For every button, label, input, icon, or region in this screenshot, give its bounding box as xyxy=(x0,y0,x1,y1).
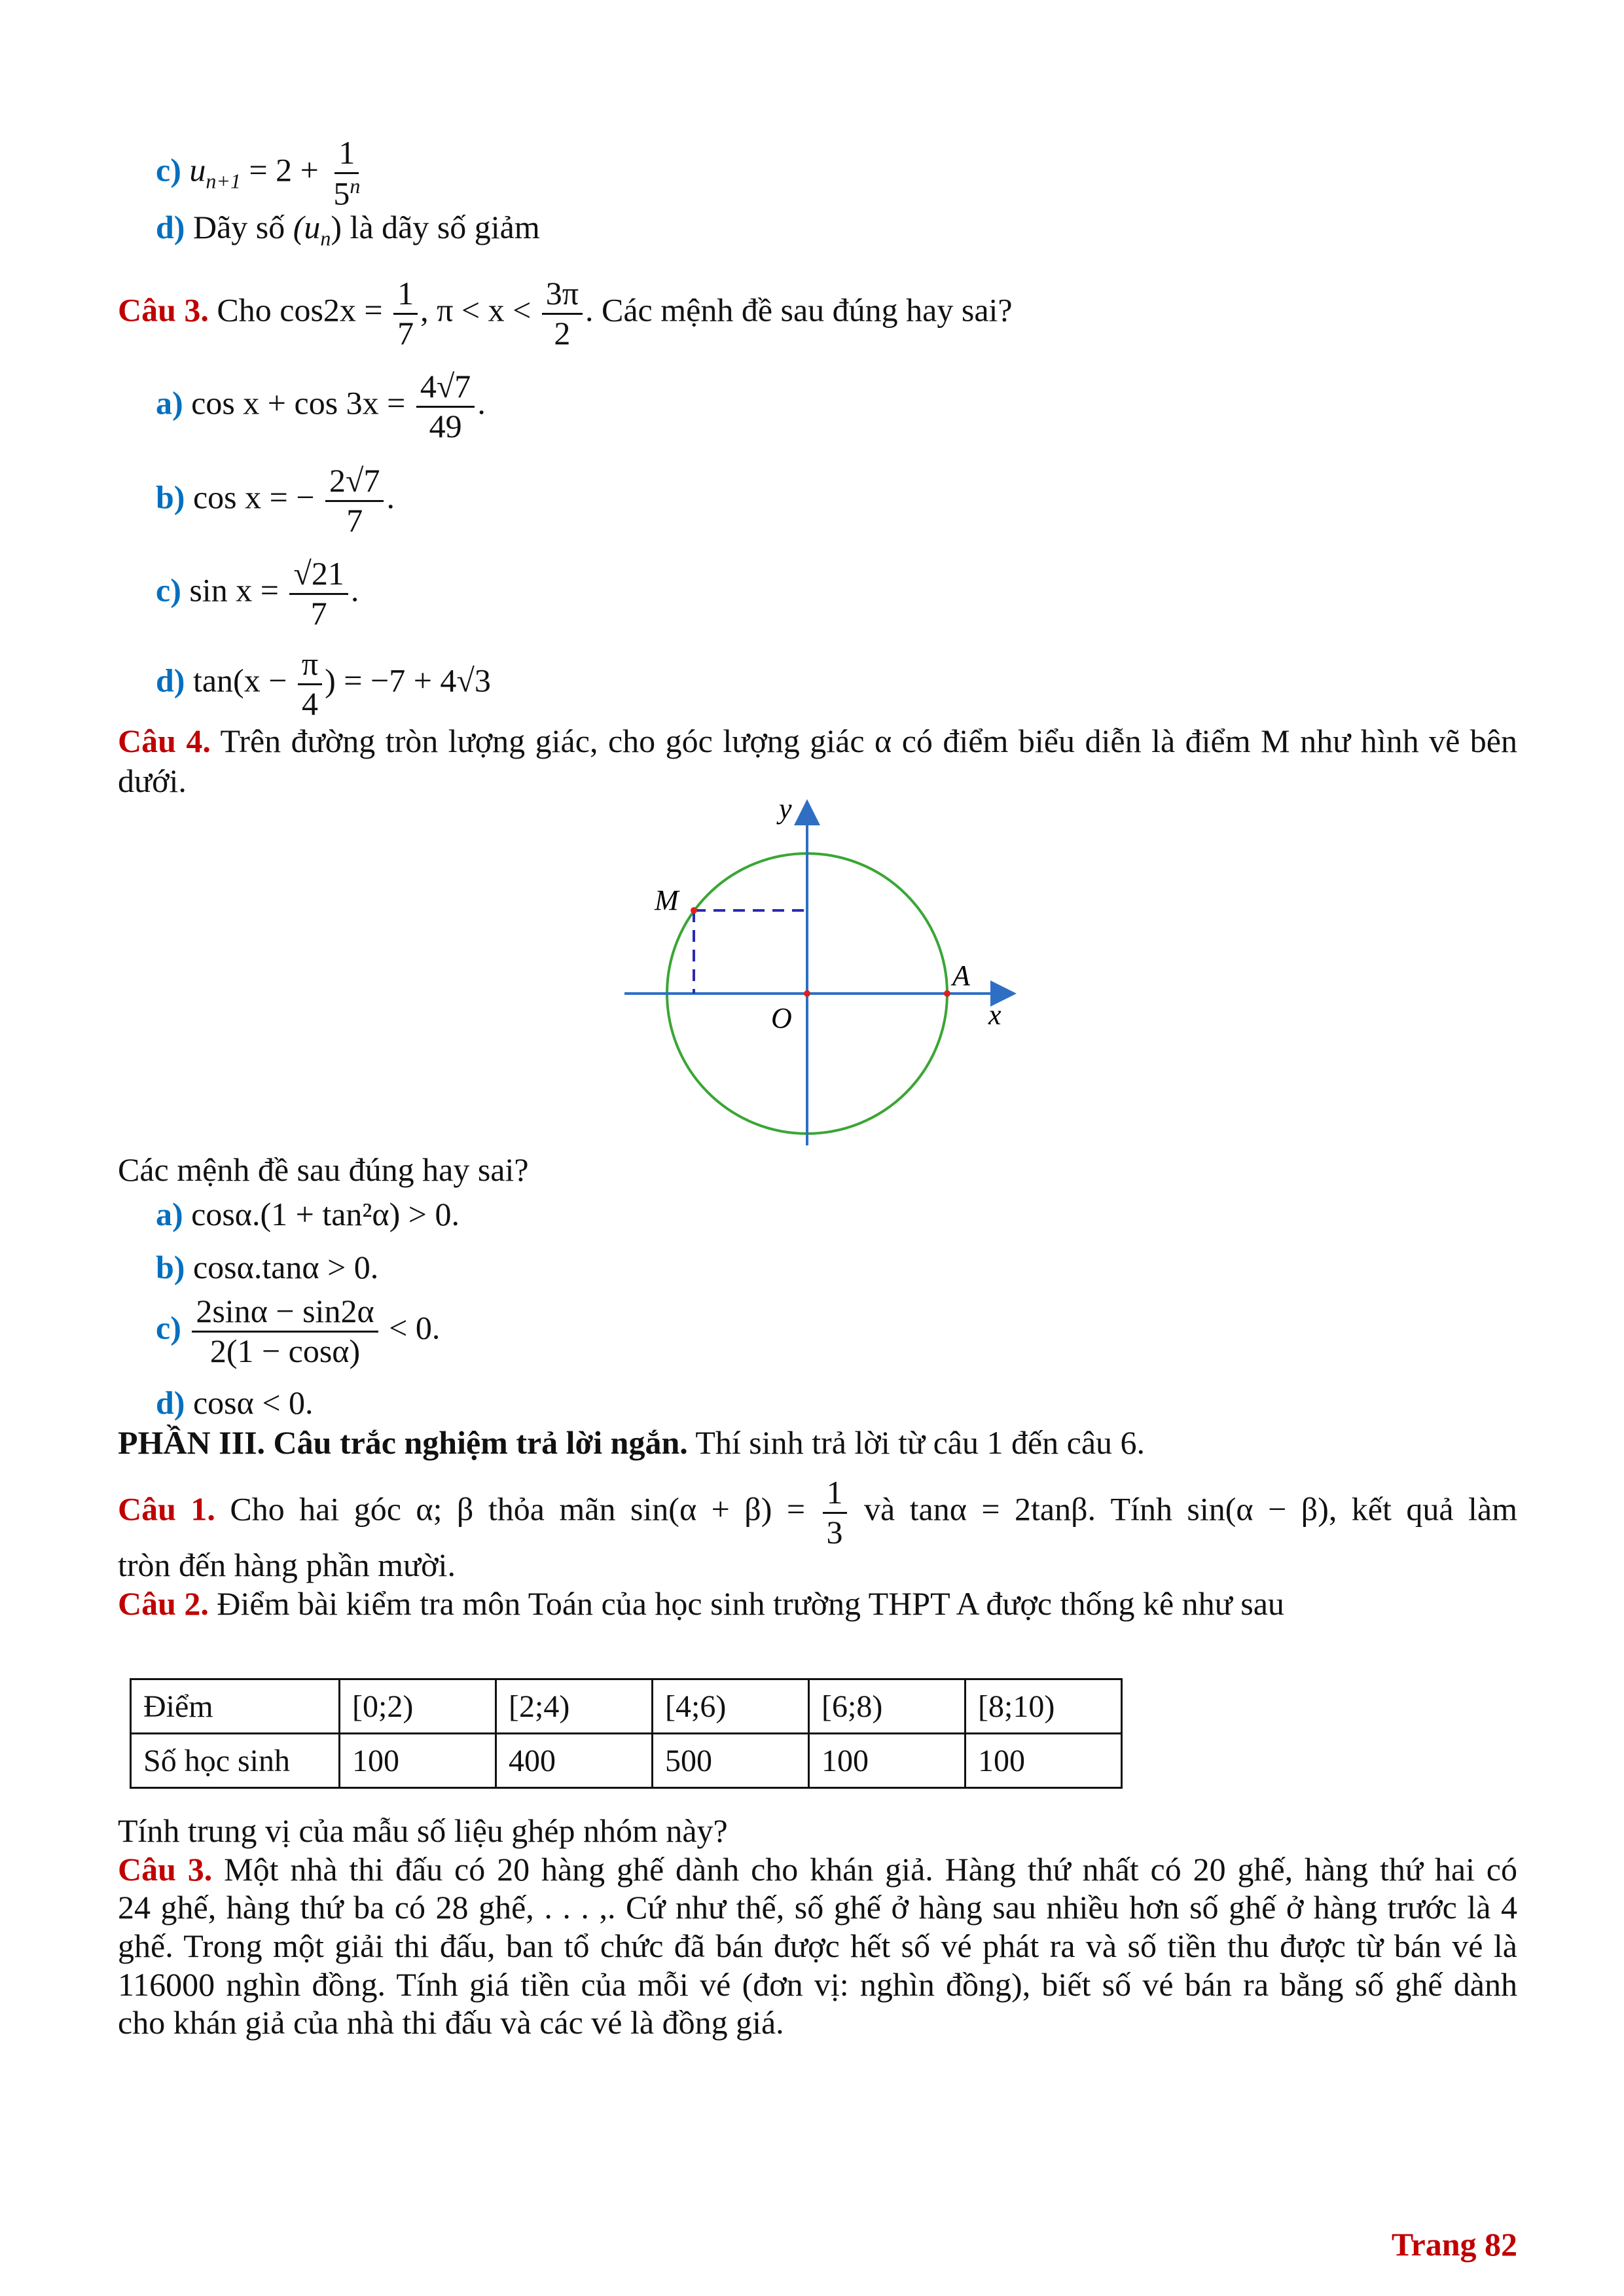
q4-option-c xyxy=(156,1293,440,1370)
m-label: M xyxy=(655,884,679,916)
numerator: 1 xyxy=(334,134,359,174)
question-label: Câu 3. xyxy=(118,1851,213,1888)
text: Điểm bài kiểm tra môn Toán của học sinh trường THPT A được thống kê như sau xyxy=(208,1585,1284,1622)
origin-label: O xyxy=(771,1002,792,1034)
q3-stem xyxy=(118,275,1013,352)
table-cell: [8;10) xyxy=(965,1679,1122,1734)
q4-option-d xyxy=(156,1386,314,1419)
q3-option-b xyxy=(156,462,395,539)
fraction xyxy=(416,368,475,445)
math: tan(x − xyxy=(192,662,295,699)
option-label: c) xyxy=(156,151,181,188)
math: sin x = xyxy=(189,571,287,609)
table-cell: 100 xyxy=(965,1734,1122,1788)
section-title: PHẦN III. Câu trắc nghiệm trả lời ngắn. xyxy=(118,1424,688,1461)
table-cell: 500 xyxy=(653,1734,809,1788)
denominator: 7 xyxy=(310,594,327,632)
denominator: 2 xyxy=(554,314,571,351)
numerator: 2sinα − sin2α xyxy=(192,1293,378,1333)
q3-option-d xyxy=(156,645,491,723)
numerator: 2√7 xyxy=(325,462,384,502)
math-text: = 2 + xyxy=(240,151,327,188)
math-sub: n+1 xyxy=(206,169,241,193)
point-o xyxy=(804,990,810,997)
numerator: 3π xyxy=(542,275,583,315)
p3q3-line: ghế. Trong một giải thi đấu, ban tổ chức đã bán được hết số vé phát ra và số tiền thu được từ bán vé là xyxy=(118,1928,1517,1964)
option-label: c) xyxy=(156,571,181,609)
math-sub: n xyxy=(320,226,331,250)
point-m xyxy=(691,907,697,914)
math: cosα.(1 + tan²α) > 0. xyxy=(191,1196,460,1232)
option-label: d) xyxy=(156,1384,185,1421)
table-cell: [0;2) xyxy=(340,1679,496,1734)
table-header-row xyxy=(131,1679,1122,1734)
text: Trên đường tròn lượng giác, cho góc lượng giác α có điểm biểu diễn là điểm M như hình vẽ bên xyxy=(210,723,1517,759)
option-label: a) xyxy=(156,384,183,422)
table-cell: 400 xyxy=(496,1734,653,1788)
q3-option-c xyxy=(156,555,359,632)
option-label: a) xyxy=(156,1196,183,1232)
unit-circle-figure xyxy=(615,795,1034,1152)
fraction xyxy=(329,134,364,213)
fraction xyxy=(298,645,322,723)
numerator: 1 xyxy=(393,275,418,315)
text: Dãy số xyxy=(192,209,293,245)
text: và tanα = 2tanβ. Tính sin(α − β), kết quả làm xyxy=(849,1490,1517,1528)
prev-option-d xyxy=(156,211,540,249)
math: < 0. xyxy=(380,1309,441,1346)
fraction xyxy=(823,1474,847,1551)
math: cosα < 0. xyxy=(192,1384,314,1421)
p3q2-question: Tính trung vị của mẫu số liệu ghép nhóm này? xyxy=(118,1812,728,1849)
part3-heading xyxy=(118,1426,1145,1459)
p3q3-line: 24 ghế, hàng thứ ba có 28 ghế, . . . ,. Cứ như thế, số ghế ở hàng sau nhiều hơn số ghế ở hàng trước là 4 xyxy=(118,1889,1517,1926)
point-a xyxy=(944,990,950,997)
den-base: 5 xyxy=(333,175,350,212)
text: Cho hai góc α; β thỏa mãn sin(α + β) = xyxy=(215,1490,820,1528)
math: cosα.tanα > 0. xyxy=(192,1249,379,1285)
den-exp: n xyxy=(350,173,361,198)
question-label: Câu 4. xyxy=(118,723,211,759)
math: . xyxy=(350,571,359,609)
math: . xyxy=(386,478,395,516)
q4-prompt: Các mệnh đề sau đúng hay sai? xyxy=(118,1151,529,1188)
text: là dãy số giảm xyxy=(342,209,540,245)
p3q3-line: cho khán giả của nhà thi đấu và các vé là đồng giá. xyxy=(118,2004,784,2041)
math-var: u xyxy=(189,151,206,188)
table-row xyxy=(131,1734,1122,1788)
question-label: Câu 2. xyxy=(118,1585,209,1622)
numerator: 4√7 xyxy=(416,368,475,408)
q4-option-a xyxy=(156,1198,460,1230)
table-cell: 100 xyxy=(340,1734,496,1788)
prev-option-c xyxy=(156,134,367,213)
denominator: 4 xyxy=(302,685,319,722)
p3q1-stem xyxy=(118,1474,1517,1551)
math: cos x + cos 3x = xyxy=(191,384,414,422)
fraction xyxy=(289,555,348,632)
math: ) xyxy=(331,209,342,245)
q4-stem-cont: dưới. xyxy=(118,762,187,799)
text: , π < x < xyxy=(420,291,539,329)
p3q3-line xyxy=(118,1853,1517,1886)
p3q1-stem-cont: tròn đến hàng phần mười. xyxy=(118,1547,456,1583)
text: Một nhà thi đấu có 20 hàng ghế dành cho khán giả. Hàng thứ nhất có 20 ghế, hàng thứ hai có xyxy=(212,1851,1517,1888)
math: . xyxy=(477,384,486,422)
text: . Các mệnh đề sau đúng hay sai? xyxy=(585,291,1013,329)
denominator: 49 xyxy=(429,407,462,444)
denominator: 7 xyxy=(346,501,363,539)
a-label: A xyxy=(952,960,970,992)
score-table xyxy=(130,1678,1123,1789)
math: (u xyxy=(293,209,321,245)
table-cell: [4;6) xyxy=(653,1679,809,1734)
option-label: c) xyxy=(156,1309,181,1346)
q4-option-b xyxy=(156,1251,378,1283)
denominator xyxy=(329,174,364,213)
y-label: y xyxy=(779,795,792,825)
math: ) = −7 + 4√3 xyxy=(325,662,491,699)
table-cell: [6;8) xyxy=(809,1679,965,1734)
table-cell: Số học sinh xyxy=(131,1734,340,1788)
fraction xyxy=(325,462,384,539)
section-desc: Thí sinh trả lời từ câu 1 đến câu 6. xyxy=(687,1424,1146,1461)
p3q2-stem xyxy=(118,1587,1284,1620)
option-label: b) xyxy=(156,478,185,516)
q3-option-a xyxy=(156,368,486,445)
fraction xyxy=(542,275,583,352)
numerator: π xyxy=(298,645,322,685)
denominator: 7 xyxy=(397,314,414,351)
fraction xyxy=(393,275,418,352)
table-cell: 100 xyxy=(809,1734,965,1788)
text: Cho cos2x = xyxy=(208,291,391,329)
option-label: b) xyxy=(156,1249,185,1285)
option-label: d) xyxy=(156,662,185,699)
q4-stem xyxy=(118,725,1517,757)
table-cell: Điểm xyxy=(131,1679,340,1734)
denominator: 2(1 − cosα) xyxy=(209,1332,361,1369)
fraction xyxy=(192,1293,378,1370)
question-label: Câu 3. xyxy=(118,291,209,329)
table-cell: [2;4) xyxy=(496,1679,653,1734)
option-label: d) xyxy=(156,209,185,245)
p3q3-line: 116000 nghìn đồng. Tính giá tiền của mỗi vé (đơn vị: nghìn đồng), biết số vé bán ra bằng số ghế dành xyxy=(118,1966,1517,2003)
denominator: 3 xyxy=(826,1513,843,1551)
numerator: √21 xyxy=(289,555,348,595)
question-label: Câu 1. xyxy=(118,1490,215,1528)
page-number: Trang 82 xyxy=(1391,2226,1517,2263)
math: cos x = − xyxy=(192,478,323,516)
numerator: 1 xyxy=(823,1474,847,1514)
x-label: x xyxy=(988,999,1001,1031)
